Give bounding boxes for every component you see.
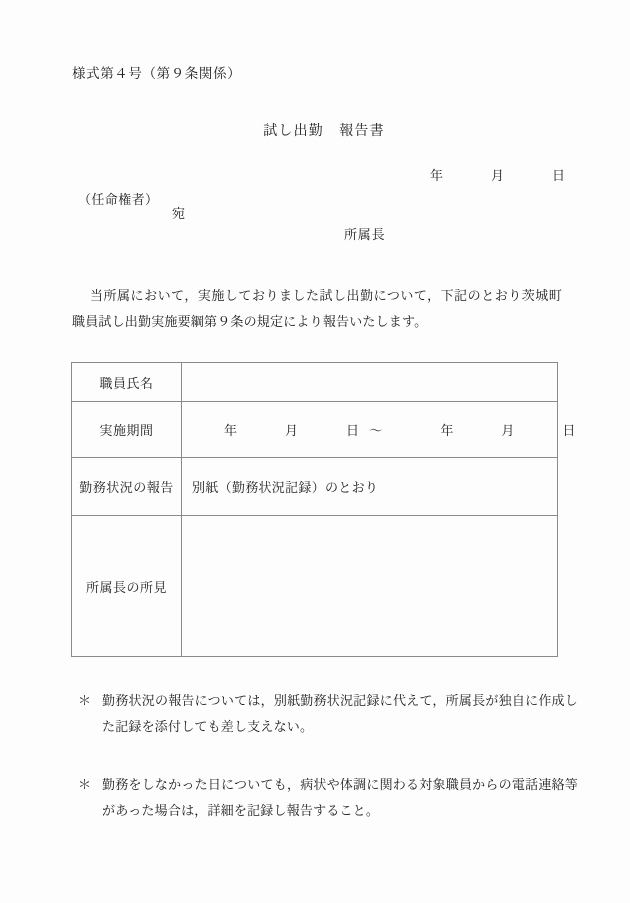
period-start-day: 日 <box>346 423 360 438</box>
period-start-year: 年 <box>224 423 238 438</box>
table-row-work-status-report <box>72 458 558 516</box>
date-line <box>430 165 566 184</box>
table-row-supervisor-opinion <box>72 516 558 657</box>
page-title: 試し出勤 報告書 <box>263 124 385 139</box>
period-start-month: 月 <box>285 423 299 438</box>
period-end-year: 年 <box>440 423 454 438</box>
date-month-label: 月 <box>491 168 505 183</box>
appointing-authority-label: （任命権者） <box>78 192 159 207</box>
label-work-status-report: 勤務状況の報告 <box>72 458 182 516</box>
period-separator: 〜 <box>369 423 383 438</box>
footnotes <box>78 688 578 856</box>
table-row-employee-name <box>72 363 558 402</box>
date-year-label: 年 <box>430 168 444 183</box>
footnote-text: 勤務をしなかった日についても，病状や体調に関わる対象職員からの電話連絡等があった場合は，詳細を記録し報告すること。 <box>102 777 578 818</box>
work-status-report-value: 別紙（勤務状況記録）のとおり <box>192 480 379 495</box>
body-paragraph: 当所属において，実施しておりました試し出勤について，下記のとおり茨城町職員試し出勤実施要綱第９条の規定により報告いたします。 <box>72 288 562 329</box>
report-form-table <box>71 362 576 657</box>
field-work-status-report[interactable] <box>182 458 558 516</box>
table-row-period <box>72 402 558 458</box>
footnote-marker-icon: ＊ <box>78 693 92 708</box>
date-day-label: 日 <box>552 168 566 183</box>
field-implementation-period[interactable] <box>182 402 576 458</box>
footnote-text: 勤務状況の報告については，別紙勤務状況記録に代えて，所属長が独自に作成した記録を添付しても差し支えない。 <box>102 693 578 734</box>
supervisor-signature-label: 所属長 <box>344 227 386 242</box>
addressed-to-label: 宛 <box>172 206 186 221</box>
period-end-month: 月 <box>501 423 515 438</box>
footnote-item <box>78 772 578 824</box>
label-supervisor-opinion: 所属長の所見 <box>72 516 182 657</box>
period-date-template <box>192 420 576 439</box>
form-number: 様式第４号（第９条関係） <box>72 66 242 81</box>
field-employee-name[interactable] <box>182 363 558 402</box>
footnote-marker-icon: ＊ <box>78 777 92 792</box>
footnote-item <box>78 688 578 740</box>
label-implementation-period: 実施期間 <box>72 402 182 458</box>
field-supervisor-opinion[interactable] <box>182 516 558 657</box>
period-end-day: 日 <box>562 423 576 438</box>
label-employee-name: 職員氏名 <box>72 363 182 402</box>
